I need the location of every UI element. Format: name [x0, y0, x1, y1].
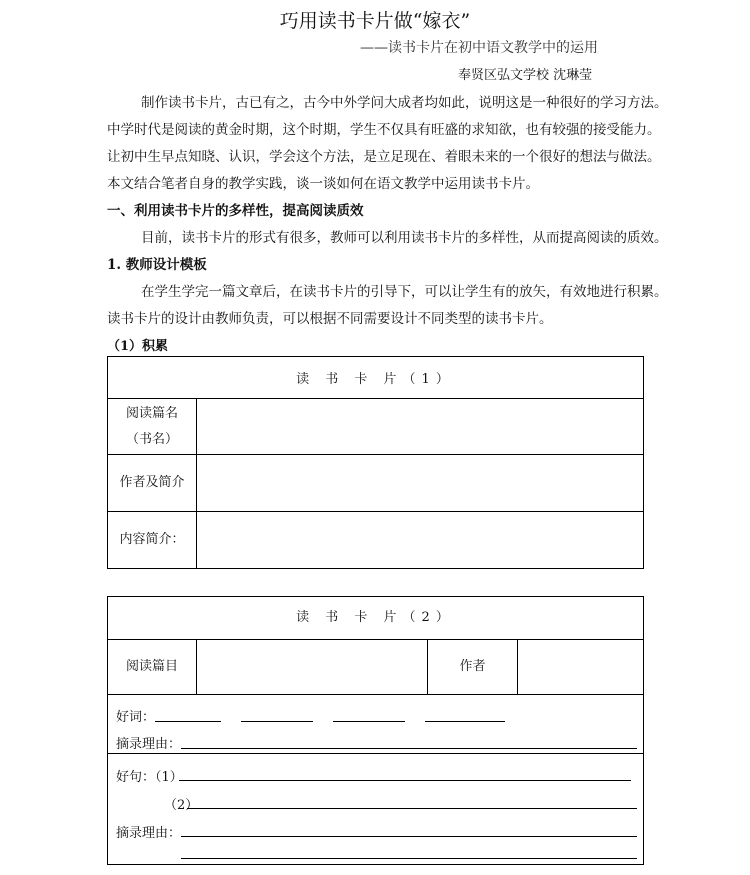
item-1-heading: （1）积累 [107, 339, 169, 354]
card-2-sentence-2-label: （2） [164, 798, 199, 813]
card-1-content-field[interactable] [197, 511, 644, 568]
card-2-author-label: 作者 [428, 640, 518, 694]
card-2-reason-label-2: 摘录理由： [116, 826, 182, 841]
subsection-1-line-2: 读书卡片的设计由教师负责，可以根据不同需要设计不同类型的读书卡片。 [107, 311, 553, 327]
card-1-author-label: 作者及简介 [108, 455, 197, 511]
reason-blank-1[interactable] [181, 748, 637, 749]
card-2-reading-field[interactable] [197, 640, 428, 694]
intro-line-4: 本文结合笔者自身的教学实践，谈一谈如何在语文教学中运用读书卡片。 [107, 176, 539, 192]
card-1-title-label-cell [108, 399, 197, 455]
good-word-blank-2[interactable] [241, 721, 313, 722]
reading-card-2 [107, 596, 644, 865]
card-2-good-words-label: 好词： [116, 710, 156, 725]
card-2-header-row [108, 640, 643, 695]
document-subtitle: ——读书卡片在初中语文教学中的运用 [360, 40, 598, 56]
card-2-author-field[interactable] [518, 640, 643, 694]
reason-blank-3[interactable] [181, 858, 637, 859]
section-1-heading: 一、利用读书卡片的多样性，提高阅读质效 [107, 203, 364, 219]
section-1-text: 目前，读书卡片的形式有很多，教师可以利用读书卡片的多样性，从而提高阅读的质效。 [141, 230, 668, 246]
good-sentence-blank-2[interactable] [187, 808, 637, 809]
card-2-good-sentence-label: 好句：（1） [116, 770, 183, 785]
good-word-blank-3[interactable] [333, 721, 405, 722]
intro-line-3: 让初中生早点知晓、认识，学会这个方法，是立足现在、着眼未来的一个很好的想法与做法。 [107, 149, 661, 165]
card-1-title: 读 书 卡 片（1） [108, 357, 644, 399]
intro-line-2: 中学时代是阅读的黄金时期，这个时期，学生不仅具有旺盛的求知欲，也有较强的接受能力。 [107, 122, 661, 138]
reading-card-1 [107, 356, 644, 569]
card-1-reading-title-field[interactable] [197, 399, 644, 455]
document-author: 奉贤区弘文学校 沈琳莹 [458, 68, 593, 83]
card-1-book-name-label: （书名） [125, 431, 178, 447]
card-1-author-field[interactable] [197, 455, 644, 511]
subsection-1-line-1: 在学生学完一篇文章后，在读书卡片的引导下，可以让学生有的放矢，有效地进行积累。 [141, 284, 668, 300]
intro-line-1: 制作读书卡片，古已有之，古今中外学问大成者均如此，说明这是一种很好的学习方法。 [141, 95, 668, 111]
card-2-good-words-section [108, 695, 643, 754]
good-word-blank-1[interactable] [155, 721, 221, 722]
card-2-reading-label: 阅读篇目 [108, 640, 197, 694]
card-2-title: 读 书 卡 片（2） [108, 597, 643, 640]
good-word-blank-4[interactable] [425, 721, 505, 722]
card-1-content-label: 内容简介： [108, 511, 197, 568]
reason-blank-2[interactable] [181, 836, 637, 837]
document-title: 巧用读书卡片做“嫁衣” [279, 10, 471, 32]
card-1-reading-title-label: 阅读篇名 [125, 405, 178, 421]
card-2-good-sentences-section [108, 754, 643, 864]
good-sentence-blank-1[interactable] [179, 780, 631, 781]
subsection-1-heading: 1. 教师设计模板 [107, 257, 207, 273]
card-2-reason-label-1: 摘录理由： [116, 737, 182, 752]
